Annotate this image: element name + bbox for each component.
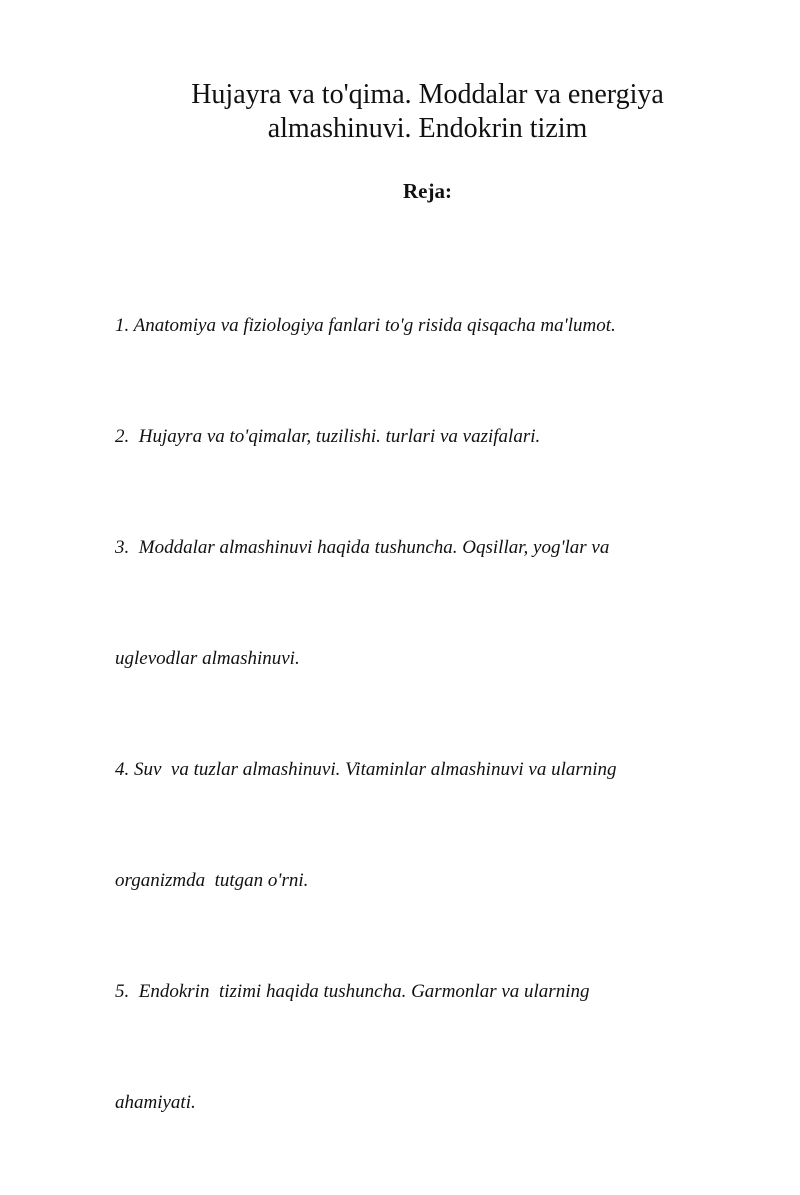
plan-line: 2. Hujayra va to'qimalar, tuzilishi. turlari va vazifalari. [115, 426, 541, 447]
plan-list [115, 233, 715, 1195]
document-title [130, 78, 725, 146]
plan-line: 4. Suv va tuzlar almashinuvi. Vitaminlar almashinuvi va ularning [115, 759, 617, 780]
plan-line: organizmda tutgan o'rni. [115, 870, 309, 891]
plan-line: 1. Anatomiya va fiziologiya fanlari to'g risida qisqacha ma'lumot. [115, 315, 616, 336]
plan-line: ahamiyati. [115, 1092, 196, 1113]
plan-line: uglevodlar almashinuvi. [115, 648, 300, 669]
title-line-2: almashinuvi. Endokrin tizim [267, 113, 588, 144]
plan-line: 3. Moddalar almashinuvi haqida tushuncha. Oqsillar, yog'lar va [115, 537, 610, 558]
plan-line: 5. Endokrin tizimi haqida tushuncha. Garmonlar va ularning [115, 981, 590, 1002]
plan-heading: Reja: [403, 179, 452, 203]
title-line-1: Hujayra va to'qima. Moddalar va energiya [191, 79, 664, 110]
